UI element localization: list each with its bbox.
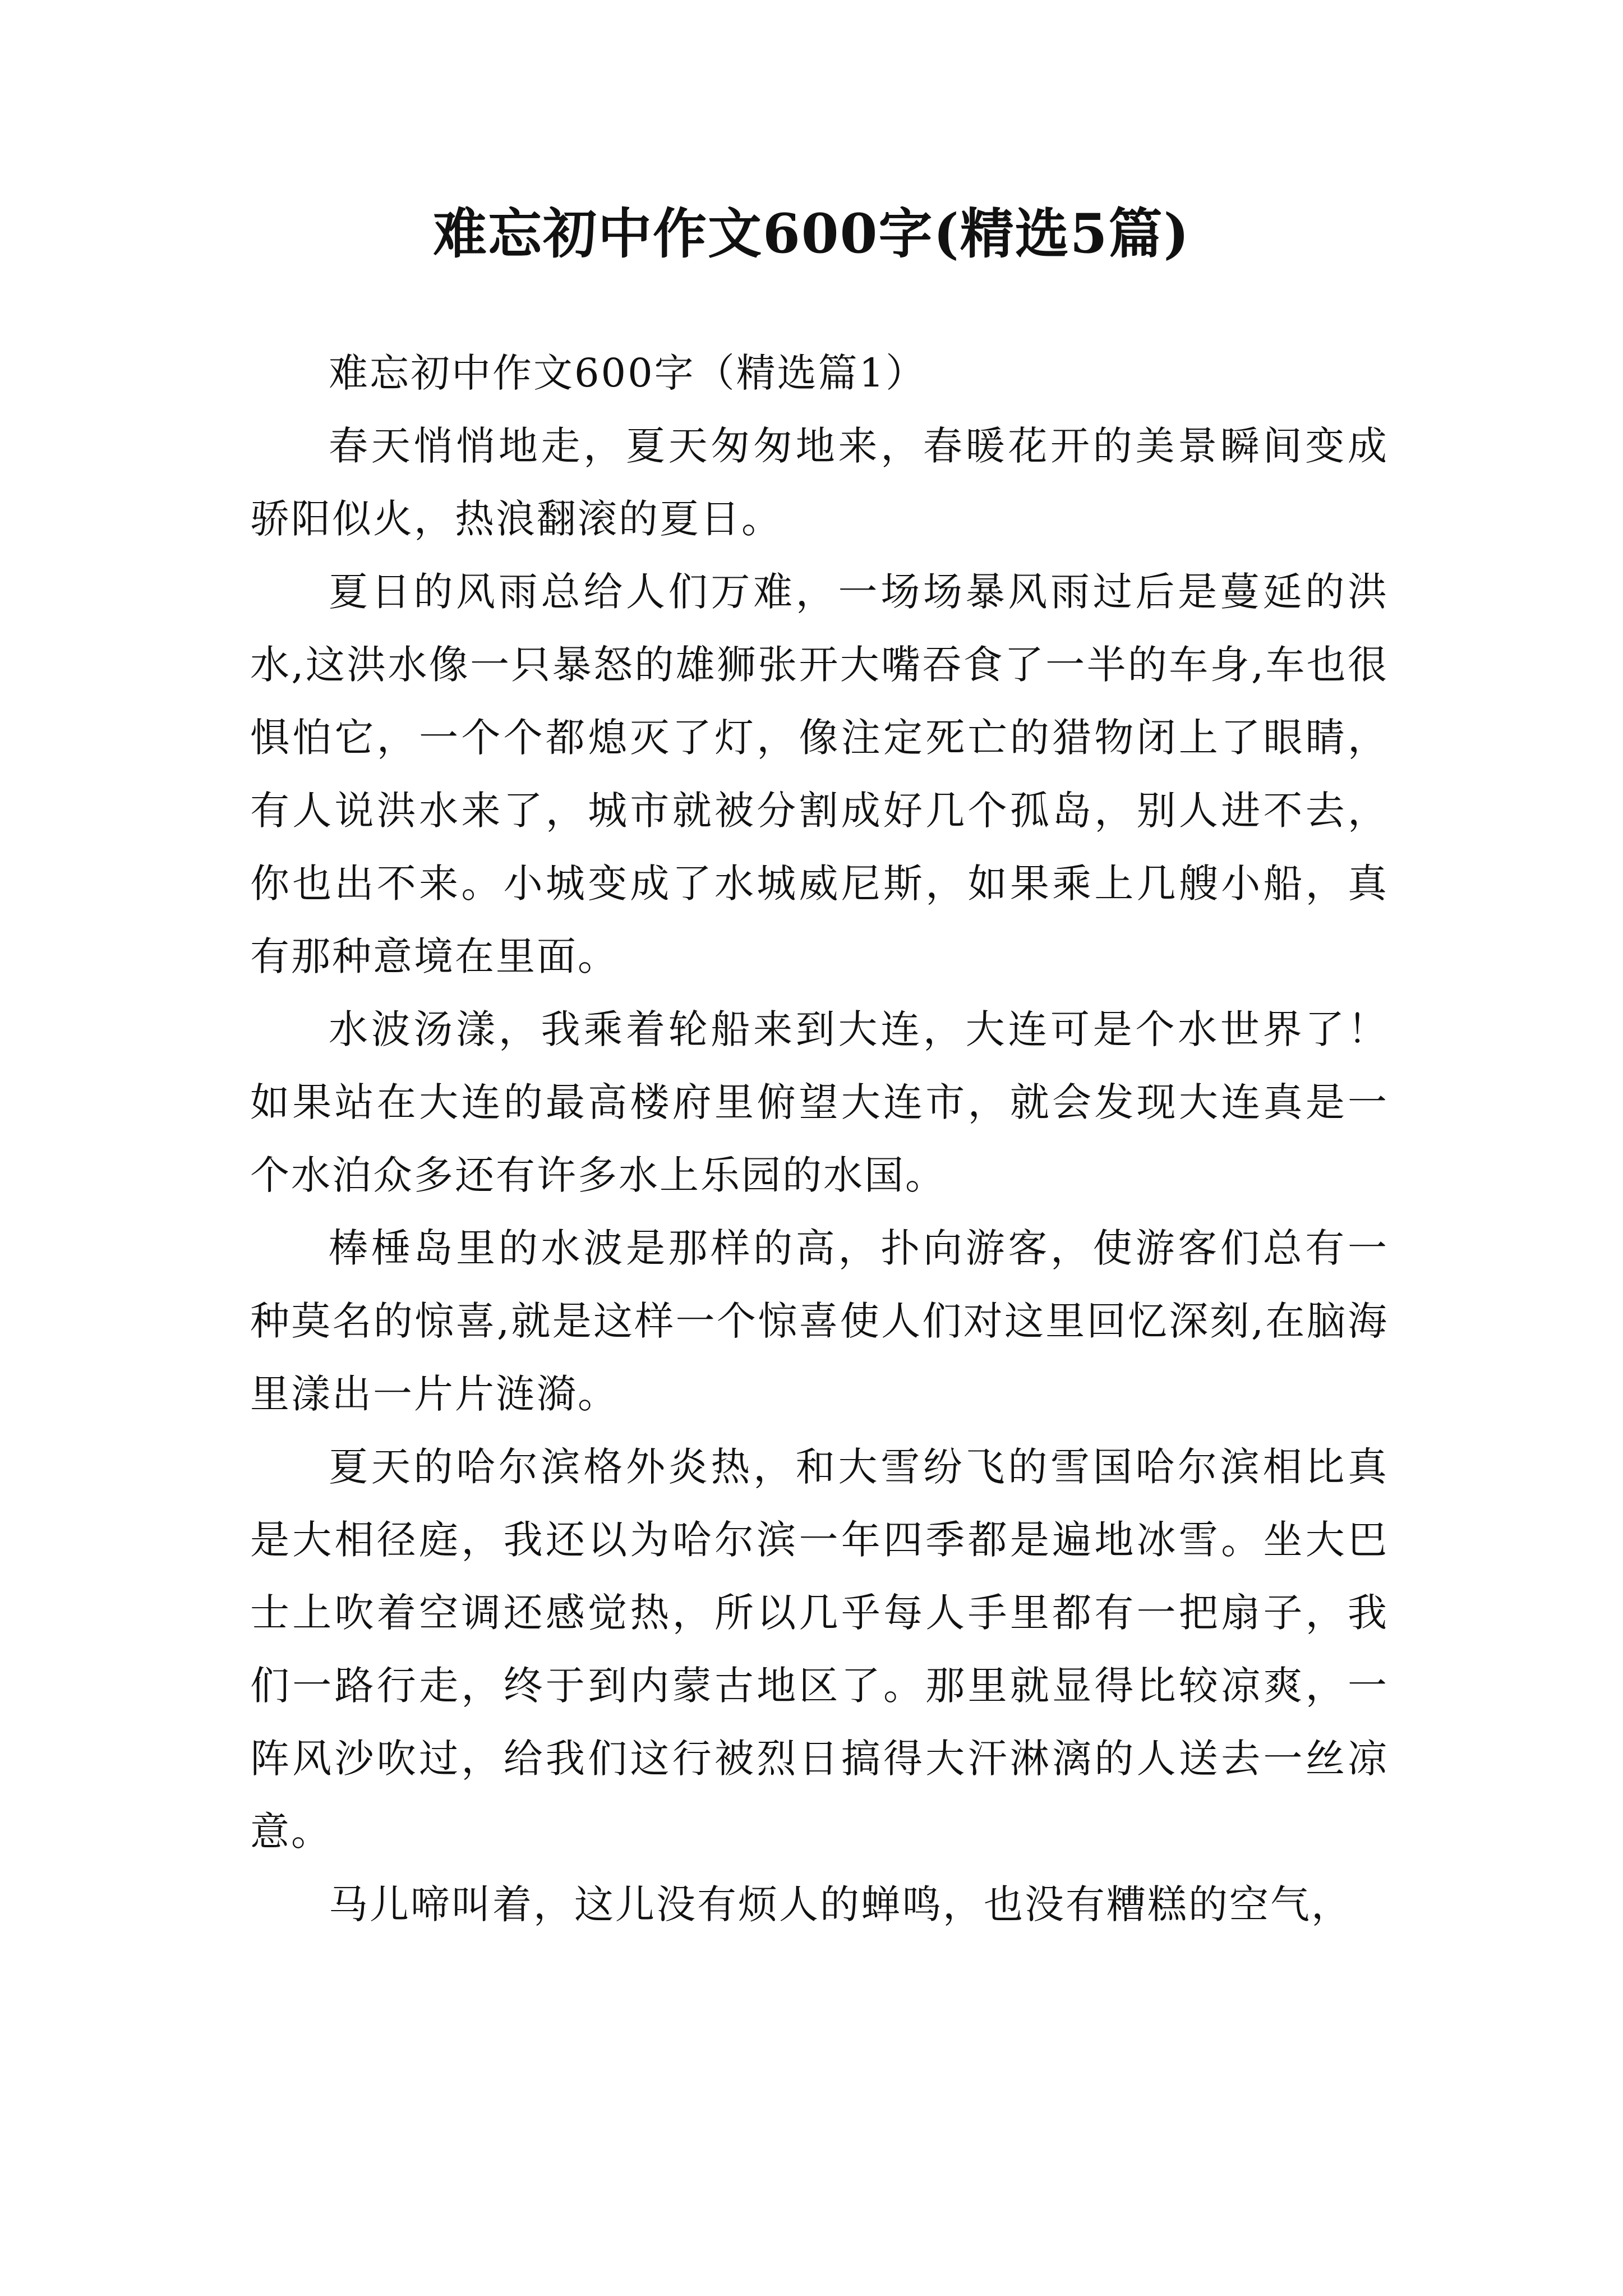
paragraph: 夏日的风雨总给人们万难，一场场暴风雨过后是蔓延的洪水,这洪水像一只暴怒的雄狮张开大嘴吞食了一半的车身,车也很惧怕它，一个个都熄灭了灯，像注定死亡的猎物闭上了眼睛，有人说洪水来了，城市就被分割成好几个孤岛，别人进不去，你也出不来。小城变成了水城威尼斯，如果乘上几艘小船，真有那种意境在里面。	[250, 569, 1389, 979]
paragraph: 水波汤漾，我乘着轮船来到大连，大连可是个水世界了！如果站在大连的最高楼府里俯望大连市，就会发现大连真是一个水泊众多还有许多水上乐园的水国。	[250, 1006, 1389, 1198]
paragraph: 夏天的哈尔滨格外炎热，和大雪纷飞的雪国哈尔滨相比真是大相径庭，我还以为哈尔滨一年四季都是遍地冰雪。坐大巴士上吹着空调还感觉热，所以几乎每人手里都有一把扇子，我们一路行走，终于到内蒙古地区了。那里就显得比较凉爽，一阵风沙吹过，给我们这行被烈日搞得大汗淋漓的人送去一丝凉意。	[250, 1444, 1389, 1855]
document-title: 难忘初中作文600字(精选5篇)	[432, 202, 1191, 265]
paragraph: 马儿啼叫着，这儿没有烦人的蝉鸣，也没有糟糕的空气，	[329, 1881, 1352, 1927]
paragraph: 春天悄悄地走，夏天匆匆地来，春暖花开的美景瞬间变成骄阳似火，热浪翻滚的夏日。	[250, 423, 1389, 542]
document-body	[250, 337, 1389, 1941]
section-heading: 难忘初中作文600字（精选篇1）	[329, 350, 927, 396]
paragraph: 棒棰岛里的水波是那样的高，扑向游客，使游客们总有一种莫名的惊喜,就是这样一个惊喜使人们对这里回忆深刻,在脑海里漾出一片片涟漪。	[250, 1225, 1389, 1417]
